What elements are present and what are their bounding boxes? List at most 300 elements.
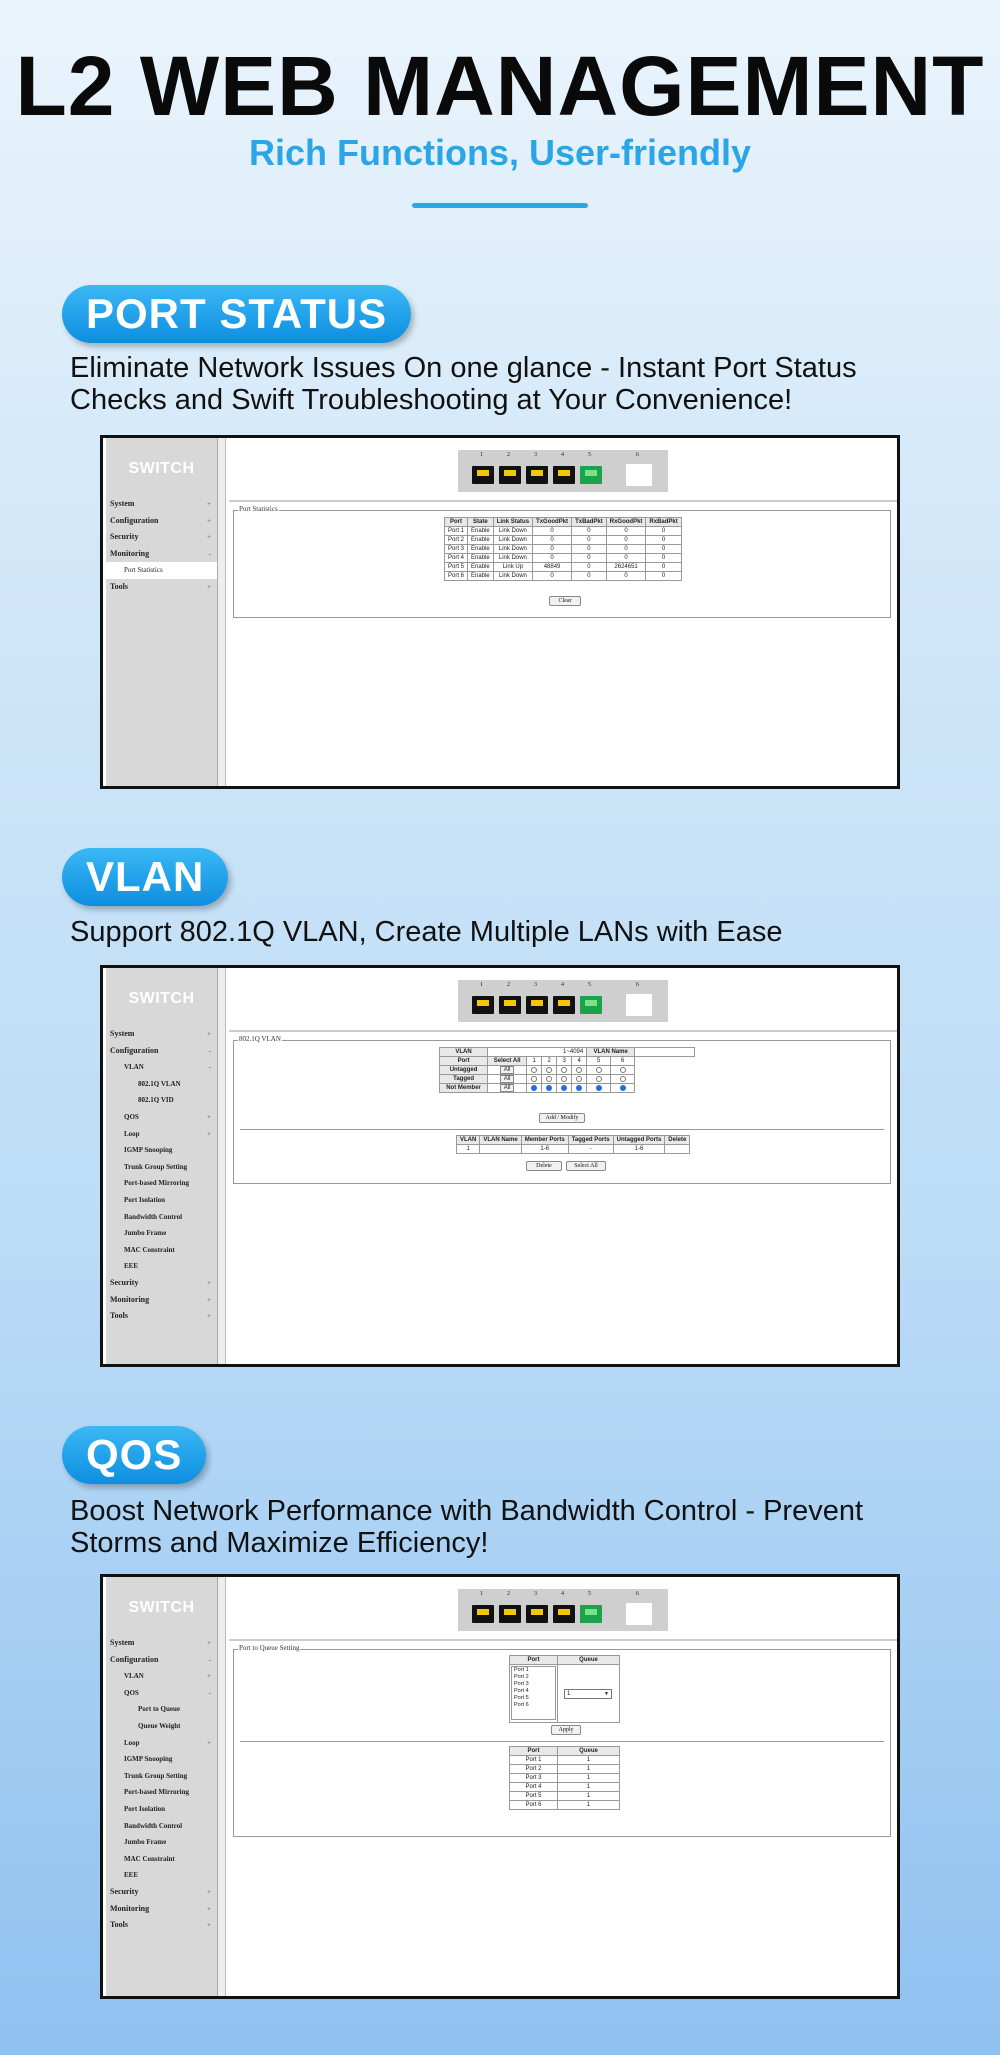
sidebar-scrollbar[interactable]	[218, 438, 226, 786]
menu-expand-icon[interactable]: +	[207, 1904, 211, 1913]
vlan-name-input[interactable]	[635, 1048, 695, 1057]
ethernet-port-icon[interactable]	[553, 996, 575, 1014]
table-cell: 0	[646, 572, 681, 581]
membership-radio[interactable]	[596, 1085, 602, 1091]
all-button[interactable]: All	[500, 1066, 515, 1074]
table-cell: Link Down	[493, 527, 532, 536]
vlan-list-table	[456, 1135, 690, 1154]
radio-cell	[572, 1066, 587, 1075]
ethernet-port-icon[interactable]	[526, 466, 548, 484]
port-option[interactable]: Port 3	[514, 1681, 529, 1687]
table-cell: 0	[606, 545, 646, 554]
table-row	[510, 1792, 620, 1801]
membership-radio[interactable]	[561, 1067, 567, 1073]
table-cell: 0	[646, 527, 681, 536]
port-statistics-table	[444, 517, 682, 581]
menu-expand-icon[interactable]: +	[207, 500, 211, 508]
menu-item-label: Tools	[110, 1920, 128, 1930]
menu-item-label: Monitoring	[110, 1294, 150, 1304]
membership-radio[interactable]	[576, 1076, 582, 1082]
table-cell: Port 4	[445, 554, 468, 563]
table-cell	[480, 1145, 521, 1154]
ethernet-port-icon[interactable]	[499, 466, 521, 484]
menu-item[interactable]	[106, 1059, 217, 1076]
port-number: 1	[480, 982, 483, 988]
port-number: 1	[480, 452, 483, 458]
table-cell: 0	[646, 536, 681, 545]
menu-item[interactable]	[106, 546, 217, 563]
menu-item[interactable]	[106, 1652, 217, 1669]
menu-item[interactable]	[106, 1751, 217, 1768]
radio-cell	[557, 1075, 572, 1084]
menu-item[interactable]	[106, 1901, 217, 1918]
menu-item[interactable]	[106, 1142, 217, 1159]
radio-cell	[527, 1084, 542, 1093]
section-divider	[240, 1741, 884, 1742]
menu-item[interactable]	[106, 1159, 217, 1176]
menu-item-label: EEE	[124, 1871, 139, 1880]
fieldset-legend: Port Statistics	[239, 505, 278, 513]
port-multiselect[interactable]	[511, 1666, 556, 1720]
queue-select[interactable]	[564, 1689, 612, 1699]
menu-item-label: 802.1Q VLAN	[138, 1079, 181, 1088]
menu-item[interactable]	[106, 1076, 217, 1093]
port-number: 5	[588, 452, 591, 458]
menu-item-label: Configuration	[110, 1045, 159, 1055]
menu-item[interactable]	[106, 1292, 217, 1309]
table-cell: 1-6	[521, 1145, 568, 1154]
menu-item[interactable]	[106, 513, 217, 530]
port-panel	[458, 980, 668, 1022]
membership-radio[interactable]	[531, 1076, 537, 1082]
menu-item[interactable]	[106, 1735, 217, 1752]
add-modify-button[interactable]: Add / Modify	[539, 1113, 585, 1123]
table-header-cell: TxBadPkt	[572, 518, 607, 527]
ethernet-port-icon[interactable]	[580, 996, 602, 1014]
menu-item-label: VLAN	[124, 1063, 144, 1072]
table-row	[440, 1048, 695, 1057]
radio-cell	[587, 1066, 611, 1075]
membership-radio[interactable]	[546, 1076, 552, 1082]
menu-item-label: Queue Weight	[138, 1721, 181, 1730]
menu-item[interactable]	[106, 1867, 217, 1884]
port-number: 4	[561, 982, 564, 988]
menu-item-label: 802.1Q VID	[138, 1096, 174, 1105]
membership-radio[interactable]	[596, 1067, 602, 1073]
ethernet-port-icon[interactable]	[499, 1605, 521, 1623]
ethernet-port-icon[interactable]	[553, 1605, 575, 1623]
clear-button[interactable]: Clear	[549, 596, 581, 606]
menu-expand-icon[interactable]: +	[207, 582, 211, 591]
menu-item-label: System	[110, 1029, 135, 1038]
radio-cell	[572, 1075, 587, 1084]
table-cell: Link Up	[493, 563, 532, 572]
menu-expand-icon[interactable]: +	[207, 1738, 211, 1747]
table-cell: 0	[572, 527, 607, 536]
table-row	[445, 536, 682, 545]
menu-item-label: QOS	[124, 1112, 139, 1121]
chevron-down-icon[interactable]: ▼	[604, 1691, 609, 1697]
port-column-header: 4	[572, 1057, 587, 1066]
table-row	[445, 527, 682, 536]
port-number: 6	[636, 982, 639, 988]
table-cell: Port 2	[445, 536, 468, 545]
menu-item-label: EEE	[124, 1262, 139, 1271]
membership-radio[interactable]	[596, 1076, 602, 1082]
table-row	[510, 1756, 620, 1765]
sfp-port-icon[interactable]	[626, 994, 652, 1016]
desc-line: Boost Network Performance with Bandwidth Control - Prevent	[70, 1495, 864, 1527]
menu-item-label: Port Isolation	[124, 1804, 166, 1813]
ethernet-port-icon[interactable]	[526, 1605, 548, 1623]
menu-item[interactable]	[106, 1768, 217, 1785]
membership-radio[interactable]	[576, 1067, 582, 1073]
radio-cell	[587, 1084, 611, 1093]
table-row	[440, 1057, 695, 1066]
menu-item-label: Security	[110, 532, 139, 542]
table-header-cell: VLAN	[457, 1136, 480, 1145]
all-button[interactable]: All	[500, 1075, 515, 1083]
table-row	[445, 563, 682, 572]
menu-item[interactable]	[106, 1126, 217, 1143]
port-number: 3	[534, 1591, 537, 1597]
port-column-header: 3	[557, 1057, 572, 1066]
port-column-header: 2	[542, 1057, 557, 1066]
table-cell: 0	[606, 527, 646, 536]
port-number: 3	[534, 982, 537, 988]
port-panel	[458, 450, 668, 492]
port-number: 6	[636, 1591, 639, 1597]
section-tag-vlan: VLAN	[62, 848, 228, 906]
menu-item-label: Port Statistics	[124, 566, 163, 575]
menu-item-label: Port-based Mirroring	[124, 1179, 189, 1188]
membership-row	[440, 1084, 695, 1093]
menu-expand-icon[interactable]: +	[207, 1639, 211, 1647]
table-cell: 0	[572, 563, 607, 572]
desc-line: Support 802.1Q VLAN, Create Multiple LANs with Ease	[70, 916, 783, 948]
table-header-cell: State	[468, 518, 494, 527]
sidebar-scrollbar[interactable]	[218, 968, 226, 1364]
menu-item-label: Port-based Mirroring	[124, 1788, 189, 1797]
menu-item[interactable]	[106, 1851, 217, 1868]
table-header-cell: Delete	[665, 1136, 690, 1145]
screenshot-qos	[100, 1574, 900, 1999]
desc-line: Storms and Maximize Efficiency!	[70, 1527, 489, 1559]
ethernet-port-icon[interactable]	[526, 996, 548, 1014]
menu-item[interactable]	[106, 496, 217, 513]
page-subtitle: Rich Functions, User-friendly	[248, 132, 752, 173]
membership-radio[interactable]	[561, 1076, 567, 1082]
menu-item[interactable]	[106, 529, 217, 546]
menu-expand-icon[interactable]: +	[207, 1921, 211, 1930]
table-cell: Link Down	[493, 545, 532, 554]
vlan-id-input[interactable]: 1~4094	[488, 1048, 587, 1057]
title-divider	[412, 203, 588, 208]
menu-item[interactable]	[106, 1275, 217, 1292]
table-cell: Link Down	[493, 554, 532, 563]
menu-item[interactable]	[106, 1308, 217, 1325]
ethernet-port-icon[interactable]	[472, 466, 494, 484]
menu-item[interactable]	[106, 1718, 217, 1735]
table-header-cell: Port	[510, 1747, 558, 1756]
table-cell: Enable	[468, 572, 494, 581]
table-header-row	[510, 1747, 620, 1756]
fieldset-legend: Port to Queue Setting	[239, 1644, 300, 1652]
table-header-cell: Port	[445, 518, 468, 527]
menu-item[interactable]	[106, 1917, 217, 1934]
menu-item[interactable]	[106, 1818, 217, 1835]
table-header-cell: Member Ports	[521, 1136, 568, 1145]
menu-item[interactable]	[106, 562, 217, 579]
port-option[interactable]: Port 5	[514, 1695, 529, 1701]
menu-item[interactable]	[106, 1109, 217, 1126]
menu-item[interactable]	[106, 1175, 217, 1192]
radio-cell	[587, 1075, 611, 1084]
table-header-cell: RxBadPkt	[646, 518, 681, 527]
table-cell: 1	[558, 1756, 620, 1765]
menu-expand-icon[interactable]: -	[208, 1655, 211, 1664]
section-desc-vlan	[70, 916, 970, 948]
menu-item[interactable]	[106, 1635, 217, 1652]
menu-expand-icon[interactable]: -	[208, 1688, 211, 1697]
menu-item[interactable]	[106, 1192, 217, 1209]
port-number: 2	[507, 452, 510, 458]
table-cell: Port 3	[445, 545, 468, 554]
menu-item-label: QOS	[124, 1688, 139, 1697]
menu-item-label: Tools	[110, 581, 128, 591]
menu-item-label: System	[110, 499, 135, 508]
table-cell: 2624651	[606, 563, 646, 572]
table-cell: 0	[533, 527, 572, 536]
menu-expand-icon[interactable]: -	[208, 1046, 211, 1055]
radio-cell	[557, 1084, 572, 1093]
menu-expand-icon[interactable]: +	[207, 516, 211, 525]
table-header-cell: VLAN Name	[480, 1136, 521, 1145]
table-row	[445, 545, 682, 554]
menu-item[interactable]	[106, 1685, 217, 1702]
ethernet-port-icon[interactable]	[580, 1605, 602, 1623]
menu-item-label: Jumbo Frame	[124, 1838, 167, 1847]
menu-item[interactable]	[106, 1701, 217, 1718]
apply-button[interactable]: Apply	[551, 1725, 581, 1735]
table-cell: 0	[533, 536, 572, 545]
table-cell: Port 6	[445, 572, 468, 581]
membership-row	[440, 1075, 695, 1084]
table-cell: 1	[558, 1783, 620, 1792]
table-cell: 0	[606, 572, 646, 581]
table-cell: Link Down	[493, 572, 532, 581]
table-row	[445, 572, 682, 581]
membership-row	[440, 1066, 695, 1075]
table-header-cell: RxGoodPkt	[606, 518, 646, 527]
delete-button[interactable]: Delete	[526, 1161, 562, 1171]
port-queue-result-table	[509, 1746, 620, 1810]
port-column-header: 6	[611, 1057, 635, 1066]
menu-expand-icon[interactable]: +	[207, 533, 211, 542]
port-option[interactable]: Port 2	[514, 1674, 529, 1680]
table-cell: 1	[457, 1145, 480, 1154]
menu-expand-icon[interactable]: +	[207, 1278, 211, 1287]
port-number: 3	[534, 452, 537, 458]
menu-item[interactable]	[106, 1668, 217, 1685]
fieldset-legend: 802.1Q VLAN	[239, 1035, 281, 1043]
membership-radio[interactable]	[546, 1067, 552, 1073]
table-cell: Enable	[468, 554, 494, 563]
membership-radio[interactable]	[531, 1085, 537, 1091]
menu-expand-icon[interactable]: +	[207, 1030, 211, 1038]
radio-cell	[611, 1084, 635, 1093]
menu-item[interactable]	[106, 1258, 217, 1275]
port-panel	[458, 1589, 668, 1631]
switch-logo: SWITCH	[128, 460, 195, 477]
sidebar	[106, 438, 218, 786]
menu-item-label: System	[110, 1638, 135, 1647]
table-cell: 1-6	[613, 1145, 665, 1154]
menu-item-label: Port Isolation	[124, 1195, 166, 1204]
membership-radio[interactable]	[620, 1067, 626, 1073]
table-cell: 0	[646, 554, 681, 563]
radio-cell	[527, 1075, 542, 1084]
table-header-cell: Port	[440, 1057, 488, 1066]
menu-expand-icon[interactable]: -	[208, 1063, 211, 1072]
table-cell: 0	[572, 536, 607, 545]
membership-radio[interactable]	[561, 1085, 567, 1091]
table-header-cell: Untagged Ports	[613, 1136, 665, 1145]
menu-expand-icon[interactable]: +	[207, 1295, 211, 1304]
port-statistics-fieldset	[233, 505, 891, 618]
port-option[interactable]: Port 4	[514, 1688, 529, 1694]
table-cell: Port 3	[510, 1774, 558, 1783]
port-option[interactable]: Port 1	[514, 1667, 529, 1673]
menu-item-label: Trunk Group Setting	[124, 1771, 188, 1780]
menu-expand-icon[interactable]: -	[208, 549, 211, 558]
table-row	[510, 1801, 620, 1810]
table-cell: Port 6	[510, 1801, 558, 1810]
ethernet-port-icon[interactable]	[499, 996, 521, 1014]
table-cell: Port 1	[510, 1756, 558, 1765]
sfp-port-icon[interactable]	[626, 1603, 652, 1625]
sfp-port-icon[interactable]	[626, 464, 652, 486]
menu-item[interactable]	[106, 1784, 217, 1801]
ethernet-port-icon[interactable]	[472, 1605, 494, 1623]
port-queue-form-table	[509, 1655, 620, 1723]
table-cell: 1	[558, 1774, 620, 1783]
desc-line: Checks and Swift Troubleshooting at Your Convenience!	[70, 384, 793, 416]
menu-expand-icon[interactable]: +	[207, 1112, 211, 1121]
all-button[interactable]: All	[500, 1084, 515, 1092]
table-cell: 1	[558, 1801, 620, 1810]
menu-item[interactable]	[106, 1884, 217, 1901]
menu-item[interactable]	[106, 1242, 217, 1259]
menu-expand-icon[interactable]: +	[207, 1312, 211, 1321]
table-cell[interactable]	[665, 1145, 690, 1154]
ethernet-port-icon[interactable]	[472, 996, 494, 1014]
menu-item-label: IGMP Snooping	[124, 1146, 173, 1155]
menu-item[interactable]	[106, 1209, 217, 1226]
menu-item-label: Tools	[110, 1311, 128, 1321]
sidebar-scrollbar[interactable]	[218, 1577, 226, 1996]
membership-radio[interactable]	[620, 1076, 626, 1082]
menu-item-label: Configuration	[110, 515, 159, 525]
port-option[interactable]: Port 6	[514, 1702, 529, 1708]
menu-item-label: Bandwidth Control	[124, 1821, 183, 1830]
membership-radio[interactable]	[546, 1085, 552, 1091]
menu-expand-icon[interactable]: +	[207, 1672, 211, 1681]
table-cell: Port 4	[510, 1783, 558, 1792]
menu-item-label: Monitoring	[110, 548, 150, 558]
menu-item[interactable]	[106, 1092, 217, 1109]
table-cell: 0	[572, 572, 607, 581]
port-number: 2	[507, 1591, 510, 1597]
select-all-button[interactable]: Select All	[566, 1161, 606, 1171]
table-header-row	[510, 1656, 620, 1665]
radio-cell	[611, 1066, 635, 1075]
table-cell: 0	[606, 554, 646, 563]
table-cell: 0	[646, 545, 681, 554]
menu-item[interactable]	[106, 1043, 217, 1060]
section-tag-qos: QOS	[62, 1426, 206, 1484]
table-header-cell: TxGoodPkt	[533, 518, 572, 527]
all-cell	[488, 1075, 527, 1084]
table-cell: 0	[533, 572, 572, 581]
menu-item[interactable]	[106, 1834, 217, 1851]
table-cell: Enable	[468, 527, 494, 536]
queue-select-cell	[558, 1665, 620, 1723]
table-cell: Enable	[468, 545, 494, 554]
menu-item[interactable]	[106, 1026, 217, 1043]
table-cell: 0	[533, 545, 572, 554]
table-cell: 1	[558, 1792, 620, 1801]
membership-radio[interactable]	[620, 1085, 626, 1091]
all-cell	[488, 1066, 527, 1075]
table-cell: 48849	[533, 563, 572, 572]
ethernet-port-icon[interactable]	[580, 466, 602, 484]
menu-item[interactable]	[106, 579, 217, 596]
table-header-cell: Select All	[488, 1057, 527, 1066]
menu-item-label: VLAN	[124, 1672, 144, 1681]
switch-logo: SWITCH	[128, 1599, 195, 1616]
port-number: 4	[561, 1591, 564, 1597]
table-header-cell: Port	[510, 1656, 558, 1665]
table-header-row	[445, 518, 682, 527]
port-number: 6	[636, 452, 639, 458]
port-number: 1	[480, 1591, 483, 1597]
membership-radio[interactable]	[576, 1085, 582, 1091]
port-column-header: 5	[587, 1057, 611, 1066]
menu-item-label: Port to Queue	[138, 1705, 180, 1714]
port-number: 5	[588, 982, 591, 988]
port-list-cell	[510, 1665, 558, 1723]
table-cell: Link Down	[493, 536, 532, 545]
menu-expand-icon[interactable]: +	[207, 1129, 211, 1138]
all-cell	[488, 1084, 527, 1093]
menu-expand-icon[interactable]: +	[207, 1887, 211, 1896]
table-header-cell: Queue	[558, 1656, 620, 1665]
desc-line: Eliminate Network Issues On one glance - Instant Port Status	[70, 352, 857, 384]
radio-cell	[542, 1075, 557, 1084]
port-column-header: 1	[527, 1057, 542, 1066]
ethernet-port-icon[interactable]	[553, 466, 575, 484]
menu-item[interactable]	[106, 1801, 217, 1818]
table-cell: 0	[572, 545, 607, 554]
table-cell: Port 5	[445, 563, 468, 572]
row-label: Tagged	[440, 1075, 488, 1084]
membership-radio[interactable]	[531, 1067, 537, 1073]
menu-item[interactable]	[106, 1225, 217, 1242]
table-row	[445, 554, 682, 563]
table-header-cell: VLAN Name	[587, 1048, 635, 1057]
menu-item-label: Loop	[124, 1129, 140, 1138]
